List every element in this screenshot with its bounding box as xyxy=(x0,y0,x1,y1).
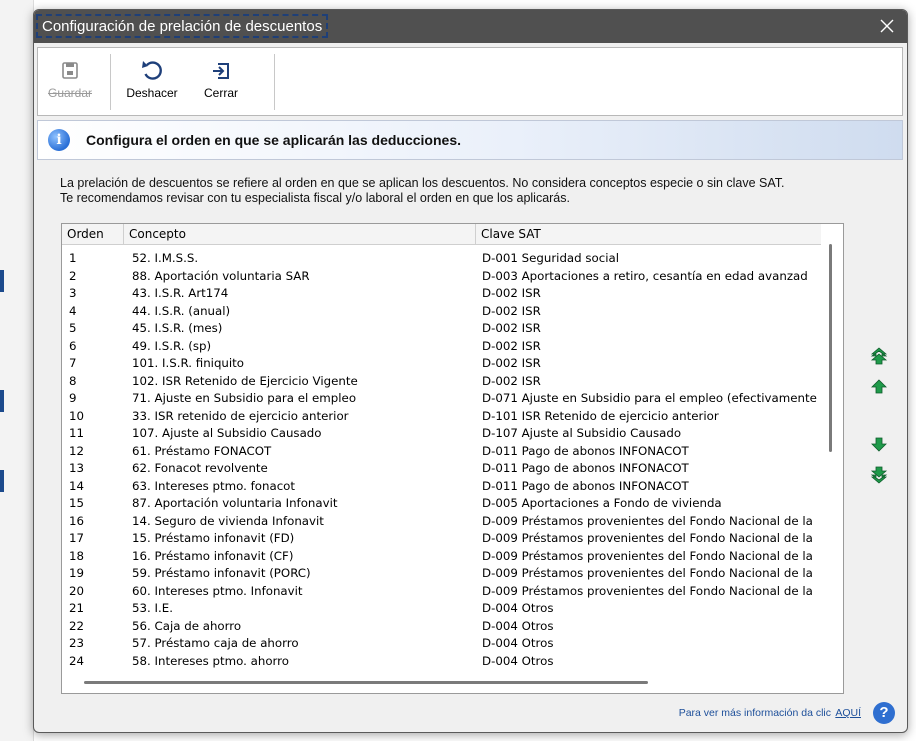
table-row[interactable] xyxy=(62,285,821,303)
table-header xyxy=(62,224,821,245)
cell-clave-sat: D-107 Ajuste al Subsidio Causado xyxy=(482,426,682,440)
cell-orden: 22 xyxy=(69,618,85,633)
cell-clave-sat: D-009 Préstamos provenientes del Fondo Nacional de la xyxy=(482,548,813,563)
table-row[interactable] xyxy=(62,495,821,513)
table-row[interactable] xyxy=(62,425,821,443)
description-text xyxy=(60,176,785,206)
cell-orden: 14 xyxy=(69,478,85,493)
table-row[interactable] xyxy=(62,618,821,636)
toolbar xyxy=(37,47,903,116)
close-button[interactable] xyxy=(194,56,248,112)
cell-concepto: 59. Préstamo infonavit (PORC) xyxy=(132,566,311,580)
table-row[interactable] xyxy=(62,408,821,426)
cell-concepto: 60. Intereses ptmo. Infonavit xyxy=(132,583,303,598)
cell-orden: 21 xyxy=(69,601,85,615)
table-row[interactable] xyxy=(62,303,821,321)
cell-concepto: 71. Ajuste en Subsidio para el empleo xyxy=(132,391,357,405)
cell-clave-sat: D-003 Aportaciones a retiro, cesantía en edad avanzad xyxy=(482,268,808,283)
cell-clave-sat: D-002 ISR xyxy=(482,373,541,388)
background-sidebar xyxy=(0,0,34,741)
cell-orden: 10 xyxy=(69,408,85,423)
more-info-link[interactable]: AQUÍ xyxy=(835,707,861,719)
cell-orden: 15 xyxy=(69,496,85,510)
close-window-button[interactable] xyxy=(875,14,899,38)
table-row[interactable] xyxy=(62,443,821,461)
cell-concepto: 107. Ajuste al Subsidio Causado xyxy=(132,426,322,440)
save-button[interactable] xyxy=(42,56,98,112)
undo-icon xyxy=(137,56,167,86)
dialog-footer xyxy=(34,696,907,726)
cell-clave-sat: D-009 Préstamos provenientes del Fondo Nacional de la xyxy=(482,513,813,528)
cell-orden: 18 xyxy=(69,548,85,563)
table-row[interactable] xyxy=(62,373,821,391)
cell-concepto: 56. Caja de ahorro xyxy=(132,618,242,633)
info-banner xyxy=(37,120,903,160)
title-bar xyxy=(34,10,907,43)
cell-concepto: 49. I.S.R. (sp) xyxy=(132,338,212,353)
cell-clave-sat: D-002 ISR xyxy=(482,338,541,353)
description-line-2: Te recomendamos revisar con tu especialista fiscal y/o laboral el orden en que los aplicarás. xyxy=(60,191,570,205)
cell-orden: 5 xyxy=(69,321,77,335)
cell-concepto: 15. Préstamo infonavit (FD) xyxy=(132,531,295,545)
cell-concepto: 101. I.S.R. finiquito xyxy=(132,356,245,370)
help-icon[interactable]: ? xyxy=(873,702,895,724)
cell-clave-sat: D-009 Préstamos provenientes del Fondo Nacional de la xyxy=(482,531,813,545)
column-header-concepto[interactable]: Concepto xyxy=(124,224,476,244)
cell-concepto: 62. Fonacot revolvente xyxy=(132,461,268,475)
undo-button[interactable] xyxy=(118,56,186,112)
column-header-orden[interactable]: Orden xyxy=(62,224,124,244)
window-title: Configuración de prelación de descuentos xyxy=(36,14,328,38)
cell-clave-sat: D-011 Pago de abonos INFONACOT xyxy=(482,478,689,493)
table-row[interactable] xyxy=(62,530,821,548)
cell-orden: 2 xyxy=(69,268,77,283)
cell-clave-sat: D-009 Préstamos provenientes del Fondo Nacional de la xyxy=(482,566,813,580)
cell-concepto: 58. Intereses ptmo. ahorro xyxy=(132,653,289,668)
cell-concepto: 63. Intereses ptmo. fonacot xyxy=(132,478,296,493)
cell-concepto: 44. I.S.R. (anual) xyxy=(132,303,231,318)
toolbar-separator xyxy=(274,54,275,110)
table-row[interactable] xyxy=(62,268,821,286)
cell-clave-sat: D-002 ISR xyxy=(482,303,541,318)
move-down-button[interactable] xyxy=(870,435,888,453)
table-row[interactable] xyxy=(62,320,821,338)
move-up-button[interactable] xyxy=(870,378,888,396)
cell-concepto: 102. ISR Retenido de Ejercicio Vigente xyxy=(132,373,358,388)
cell-orden: 16 xyxy=(69,513,85,528)
cell-orden: 19 xyxy=(69,566,85,580)
background-marker xyxy=(0,470,4,492)
arrow-down-icon xyxy=(870,435,888,453)
cell-clave-sat: D-071 Ajuste en Subsidio para el empleo (efectivamente xyxy=(482,391,817,405)
table-row[interactable] xyxy=(62,565,821,583)
cell-clave-sat: D-005 Aportaciones a Fondo de vivienda xyxy=(482,496,722,510)
cell-concepto: 52. I.M.S.S. xyxy=(132,251,199,265)
cell-orden: 4 xyxy=(69,303,77,318)
cell-clave-sat: D-002 ISR xyxy=(482,321,541,335)
arrow-up-icon xyxy=(870,378,888,396)
double-arrow-up-icon xyxy=(870,347,888,365)
cell-orden: 13 xyxy=(69,461,85,475)
table-row[interactable] xyxy=(62,548,821,566)
column-header-clave-sat[interactable]: Clave SAT xyxy=(481,227,541,241)
cell-clave-sat: D-009 Préstamos provenientes del Fondo Nacional de la xyxy=(482,583,813,598)
cell-clave-sat: D-002 ISR xyxy=(482,286,541,300)
cell-orden: 23 xyxy=(69,636,85,650)
vertical-scrollbar[interactable] xyxy=(821,224,843,671)
cell-clave-sat: D-001 Seguridad social xyxy=(482,251,620,265)
cell-clave-sat: D-002 ISR xyxy=(482,356,541,370)
cell-orden: 20 xyxy=(69,583,85,598)
cell-orden: 17 xyxy=(69,531,85,545)
cell-orden: 6 xyxy=(69,338,77,353)
cell-clave-sat: D-004 Otros xyxy=(482,618,554,633)
cell-orden: 11 xyxy=(69,426,85,440)
table-row[interactable] xyxy=(62,513,821,531)
table-row[interactable] xyxy=(62,355,821,373)
cell-orden: 7 xyxy=(69,356,77,370)
undo-label: Deshacer xyxy=(126,86,178,100)
table-row[interactable] xyxy=(62,600,821,618)
table-row[interactable] xyxy=(62,635,821,653)
cell-concepto: 57. Préstamo caja de ahorro xyxy=(132,636,299,650)
save-label: Guardar xyxy=(47,86,93,100)
table-row[interactable] xyxy=(62,653,821,671)
close-icon xyxy=(880,19,894,33)
cell-concepto: 88. Aportación voluntaria SAR xyxy=(132,268,310,283)
background-marker xyxy=(0,270,4,292)
cell-concepto: 43. I.S.R. Art174 xyxy=(132,286,229,300)
save-icon xyxy=(55,56,85,86)
cell-clave-sat: D-101 ISR Retenido de ejercicio anterior xyxy=(482,408,719,423)
footer-info-text: Para ver más información da clic xyxy=(678,707,831,719)
cell-orden: 9 xyxy=(69,391,77,405)
close-label: Cerrar xyxy=(203,86,238,100)
cell-concepto: 14. Seguro de vivienda Infonavit xyxy=(132,513,324,528)
cell-clave-sat: D-004 Otros xyxy=(482,653,554,668)
toolbar-separator xyxy=(110,54,111,110)
table-row[interactable] xyxy=(62,460,821,478)
cell-concepto: 45. I.S.R. (mes) xyxy=(132,321,223,335)
cell-orden: 8 xyxy=(69,373,77,388)
prelacion-dialog xyxy=(33,9,908,733)
cell-concepto: 33. ISR retenido de ejercicio anterior xyxy=(132,408,349,423)
prelacion-table xyxy=(61,223,844,694)
exit-icon xyxy=(206,56,236,86)
cell-concepto: 16. Préstamo infonavit (CF) xyxy=(132,548,294,563)
cell-concepto: 53. I.E. xyxy=(132,601,173,615)
vertical-scroll-thumb[interactable] xyxy=(829,244,832,452)
cell-orden: 24 xyxy=(69,653,85,668)
cell-orden: 1 xyxy=(69,251,77,265)
move-bottom-button[interactable] xyxy=(870,466,888,484)
table-row[interactable] xyxy=(62,583,821,601)
info-icon: i xyxy=(48,129,70,151)
table-row[interactable] xyxy=(62,390,821,408)
cell-clave-sat: D-004 Otros xyxy=(482,636,554,650)
cell-clave-sat: D-011 Pago de abonos INFONACOT xyxy=(482,443,689,458)
table-row[interactable] xyxy=(62,250,821,268)
cell-clave-sat: D-004 Otros xyxy=(482,601,554,615)
cell-orden: 12 xyxy=(69,443,85,458)
horizontal-scroll-thumb[interactable] xyxy=(84,681,648,684)
cell-clave-sat: D-011 Pago de abonos INFONACOT xyxy=(482,461,689,475)
description-line-1: La prelación de descuentos se refiere al orden en que se aplican los descuentos. No considera conceptos especie o sin clave SAT. xyxy=(60,176,785,190)
double-arrow-down-icon xyxy=(870,466,888,484)
banner-message: Configura el orden en que se aplicarán las deducciones. xyxy=(86,132,461,148)
move-top-button[interactable] xyxy=(870,347,888,365)
table-row[interactable] xyxy=(62,338,821,356)
cell-orden: 3 xyxy=(69,286,77,300)
table-row[interactable] xyxy=(62,478,821,496)
horizontal-scrollbar[interactable] xyxy=(62,671,843,693)
background-marker xyxy=(0,390,4,412)
cell-concepto: 61. Préstamo FONACOT xyxy=(132,443,272,458)
cell-concepto: 87. Aportación voluntaria Infonavit xyxy=(132,496,338,510)
